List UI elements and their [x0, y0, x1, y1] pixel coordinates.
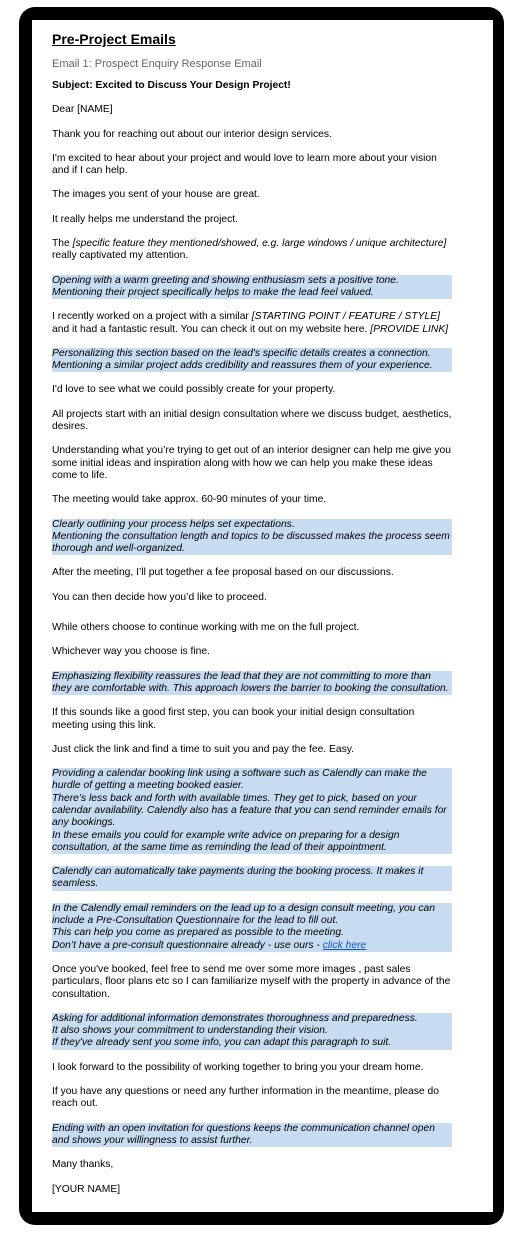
paragraph-click-link: Just click the link and find a time to suit you and pay the fee. Easy.	[52, 743, 355, 755]
placeholder-link: [PROVIDE LINK]	[370, 323, 449, 335]
note-line: Mentioning the consultation length and topics to be discussed makes the process seem thorough and well-organized.	[52, 530, 450, 555]
paragraph-images: The images you sent of your house are great.	[52, 189, 260, 201]
note-opening: Opening with a warm greeting and showing enthusiasm sets a positive tone. Mentioning their project specifically helps to make the lead feel valued.	[52, 275, 452, 300]
text: really captivated my attention.	[52, 250, 189, 262]
paragraph-meeting-length: The meeting would take approx. 60-90 minutes of your time.	[52, 494, 327, 506]
paragraph-consultation: All projects start with an initial design consultation where we discuss budget, aesthetics, desires.	[52, 408, 452, 433]
note-calendar	[52, 768, 452, 854]
note-line: It also shows your commitment to understanding their vision.	[52, 1025, 328, 1037]
paragraph-decide: You can then decide how you’d like to proceed.	[52, 591, 267, 603]
text: and it had a fantastic result. You can check it out on my website here.	[52, 323, 371, 335]
document-content	[52, 30, 452, 1208]
note-line: This can help you come as prepared as possible to the meeting.	[52, 927, 344, 939]
note-line: If they've already sent you some info, you can adapt this paragraph to suit.	[52, 1037, 392, 1049]
paragraph-feature	[52, 238, 452, 263]
page-title: Pre-Project Emails	[52, 31, 176, 47]
note-line: Clearly outlining your process helps set expectations.	[52, 518, 295, 530]
paragraph-similar-project	[52, 311, 452, 336]
paragraph-whichever: Whichever way you choose is fine.	[52, 646, 210, 658]
paragraph-excited: I'm excited to hear about your project and would love to learn more about your vision and if I can help.	[52, 152, 437, 177]
note-line: In the Calendly email reminders on the lead up to a design consult meeting, you can include a Pre-Consultation Questionnaire for the lead to fill out.	[52, 902, 435, 927]
paragraph-create: I'd love to see what we could possibly create for your property.	[52, 384, 336, 396]
note-payments: Calendly can automatically take payments during the booking process. It makes it seamless.	[52, 866, 452, 891]
text: Don’t have a pre-consult questionnaire already - use ours -	[52, 939, 323, 951]
paragraph-questions: If you have any questions or need any further information in the meantime, please do reach out.	[52, 1086, 439, 1110]
paragraph-send-images: Once you've booked, feel free to send me over some more images , past sales particulars, floor plans etc so I can familiarize myself with the property in advance of the consultation.	[52, 963, 451, 1000]
questionnaire-link[interactable]: click here	[322, 939, 367, 951]
note-reminders	[52, 903, 452, 952]
paragraph-others: While others choose to continue working with me on the full project.	[52, 622, 360, 634]
note-flexibility: Emphasizing flexibility reassures the lead that they are not committing to more than they are comfortable with. This approach lowers the barrier to booking the consultation.	[52, 671, 452, 696]
placeholder-feature: [specific feature they mentioned/showed, e.g. large windows / unique architecture]	[72, 238, 447, 250]
document-page	[32, 20, 493, 1212]
greeting: Dear [NAME]	[52, 104, 113, 116]
paragraph-book: If this sounds like a good first step, you can book your initial design consultation meeting using this link.	[52, 707, 415, 731]
note-process	[52, 519, 452, 556]
note-line: Providing a calendar booking link using a software such as Calendly can make the hurdle of getting a meeting booked easier.	[52, 768, 427, 792]
signature: [YOUR NAME]	[52, 1183, 121, 1195]
note-personalizing: Personalizing this section based on the lead's specific details creates a connection. Mentioning a similar project adds credibility and reassures them of your experience.	[52, 348, 452, 373]
note-line: There’s less back and forth with available times. They get to pick, based on your calendar availability. Calendly also has a feature that you can send reminder emails for any bookings.	[52, 792, 447, 829]
note-additional-info	[52, 1013, 452, 1050]
email-subject: Subject: Excited to Discuss Your Design Project!	[52, 80, 291, 91]
note-line: In these emails you could for example write advice on preparing for a design consultation, at the same time as reminding the lead of their appointment.	[52, 829, 400, 853]
paragraph-fee-proposal: After the meeting, I’ll put together a fee proposal based on our discussions.	[52, 567, 394, 579]
placeholder-starting-point: [STARTING POINT / FEATURE / STYLE]	[251, 311, 440, 323]
paragraph-understand: It really helps me understand the project.	[52, 213, 239, 225]
note-line: Asking for additional information demonstrates thoroughness and preparedness.	[52, 1012, 418, 1024]
email-heading: Email 1: Prospect Enquiry Response Email	[52, 58, 262, 70]
paragraph-thanks: Thank you for reaching out about our interior design services.	[52, 128, 332, 140]
closing: Many thanks,	[52, 1159, 114, 1171]
text: The	[52, 238, 73, 250]
note-line	[52, 940, 452, 952]
text: I recently worked on a project with a similar	[52, 311, 252, 323]
paragraph-look-forward: I look forward to the possibility of working together to bring you your dream home.	[52, 1061, 424, 1073]
note-invitation: Ending with an open invitation for questions keeps the communication channel open and shows your willingness to assist further.	[52, 1123, 452, 1148]
paragraph-understanding: Understanding what you’re trying to get out of an interior designer can help me give you some initial ideas and inspiration along with how we can help you make these ideas come to life.	[52, 445, 451, 481]
